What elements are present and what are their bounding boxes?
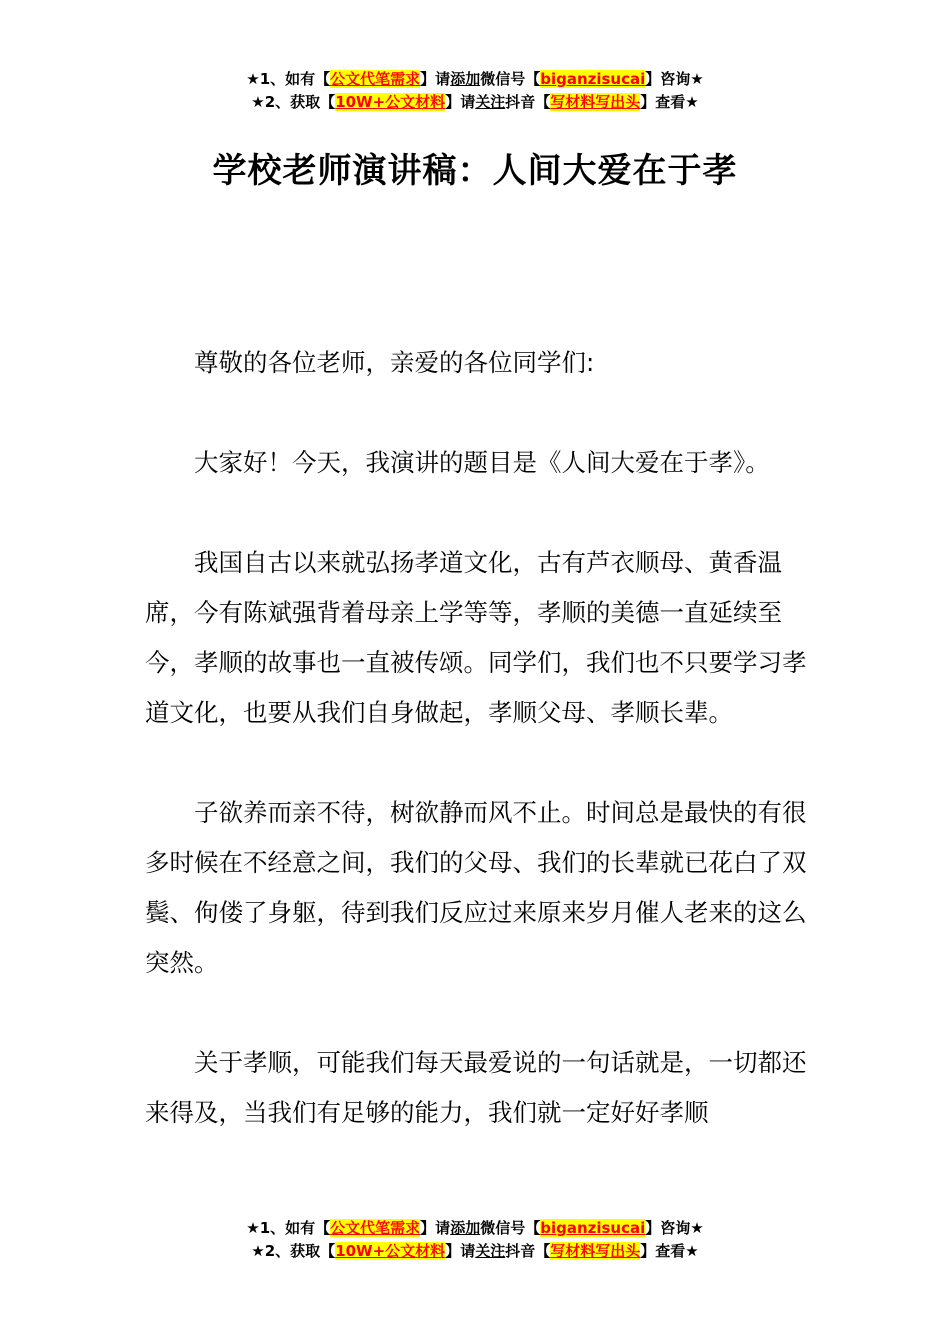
- banner-text: 】请: [420, 70, 451, 88]
- banner-line-2: [0, 1240, 950, 1263]
- banner-line-1: [0, 1217, 950, 1240]
- paragraph-3: 关于孝顺，可能我们每天最爱说的一句话就是，一切都还来得及，当我们有足够的能力，我们就一定好好孝顺: [145, 1048, 807, 1127]
- banner-text: 】查看★: [640, 93, 699, 111]
- banner-highlight: biganzisucai: [540, 1219, 646, 1237]
- banner-text: 】查看★: [640, 1242, 699, 1260]
- banner-text: ★1、如有【: [246, 1219, 331, 1237]
- banner-text: 】咨询★: [645, 1219, 704, 1237]
- document-body: [145, 338, 807, 1188]
- banner-highlight: 10W+公文材料: [335, 93, 446, 111]
- banner-highlight: 写材料写出头: [550, 93, 641, 111]
- banner-text: 】请: [445, 1242, 476, 1260]
- banner-underline: 关注: [475, 1242, 506, 1260]
- banner-text: 】请: [420, 1219, 451, 1237]
- banner-text: 微信号【: [480, 1219, 541, 1237]
- banner-highlight: 10W+公文材料: [335, 1242, 446, 1260]
- banner-text: 抖音【: [505, 93, 551, 111]
- banner-highlight: 公文代笔需求: [330, 1219, 421, 1237]
- banner-highlight: 写材料写出头: [550, 1242, 641, 1260]
- banner-highlight: 公文代笔需求: [330, 70, 421, 88]
- banner-text: ★2、获取【: [251, 1242, 336, 1260]
- banner-text: ★2、获取【: [251, 93, 336, 111]
- paragraph-1: 我国自古以来就弘扬孝道文化，古有芦衣顺母、黄香温席，今有陈斌强背着母亲上学等等，孝顺的美德一直延续至今，孝顺的故事也一直被传颂。同学们，我们也不只要学习孝道文化，也要从我们自身做起，孝顺父母、孝顺长辈。: [145, 548, 807, 727]
- banner-line-2: [0, 91, 950, 114]
- banner-text: 】咨询★: [645, 70, 704, 88]
- banner-underline: 添加: [450, 1219, 481, 1237]
- banner-line-1: [0, 68, 950, 91]
- banner-text: 抖音【: [505, 1242, 551, 1260]
- banner-underline: 关注: [475, 93, 506, 111]
- footer-banner: [0, 1217, 950, 1263]
- paragraph-2: 子欲养而亲不待，树欲静而风不止。时间总是最快的有很多时候在不经意之间，我们的父母、我们的长辈就已花白了双鬓、佝偻了身躯，待到我们反应过来原来岁月催人老来的这么突然。: [145, 798, 807, 977]
- banner-underline: 添加: [450, 70, 481, 88]
- banner-text: 微信号【: [480, 70, 541, 88]
- banner-text: ★1、如有【: [246, 70, 331, 88]
- paragraph-intro: 大家好！今天，我演讲的题目是《人间大爱在于孝》。: [194, 448, 770, 477]
- paragraph-greeting: 尊敬的各位老师，亲爱的各位同学们:: [194, 348, 595, 377]
- header-banner: [0, 68, 950, 114]
- banner-highlight: biganzisucai: [540, 70, 646, 88]
- banner-text: 】请: [445, 93, 476, 111]
- document-title: 学校老师演讲稿：人间大爱在于孝: [212, 151, 738, 191]
